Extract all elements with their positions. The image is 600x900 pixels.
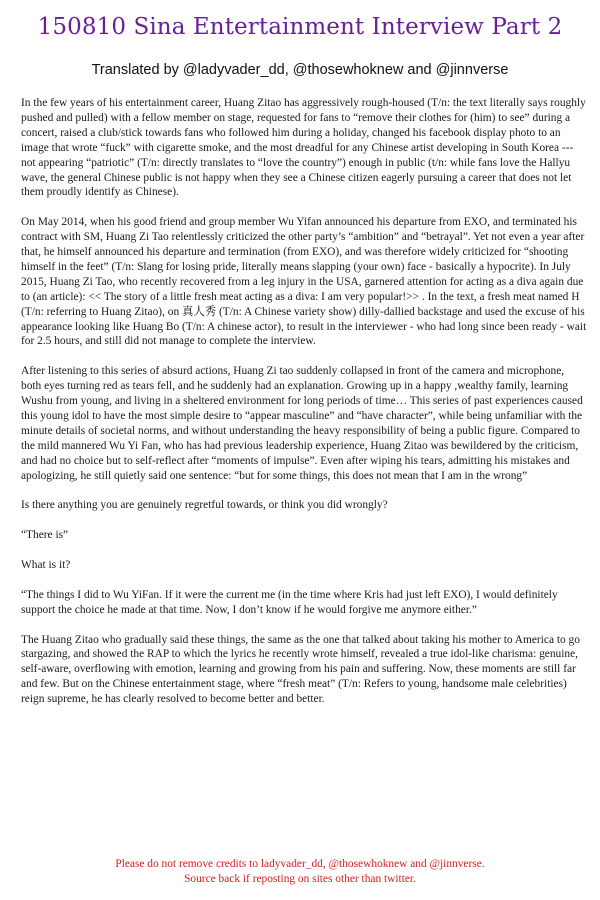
paragraph-answer-there-is: “There is” bbox=[21, 529, 69, 542]
page-title: 150810 Sina Entertainment Interview Part 2 bbox=[37, 14, 563, 40]
paragraph-controversies: In the few years of his entertainment career, Huang Zitao has aggressively rough-housed (T/n: the text literally says roughly pushed and pulled) with a fellow member on stage, requested for fans to “remove their clothes for (him) to see” during a concert, raised a club/stick towards fans who followed him during a holiday, changed his facebook display photo to an image that wrote “fuck” with cigarette smoke, and the most dreadful for any Chinese artist developing in South Korea --- not appearing “patriotic” (T/n: directly translates to “love the country”) enough in public (t/n: while fans love the Hallyu wave, the general Chinese public is not happy when they see a Chinese citizen eagerly pursuing a career that does not let them proudly identify as Chinese). bbox=[21, 97, 586, 199]
paragraph-wu-yifan-departure: On May 2014, when his good friend and group member Wu Yifan announced his departure from EXO, and terminated his contract with SM, Huang Zi Tao relentlessly criticized the other party’s “ambition” and “betrayal”. Yet not even a year after that, he himself announced his departure and termination (from EXO), and was therefore widely criticized for “shooting himself in the feet” (T/n: Slang for losing pride, literally means slapping (your own) face - basically a hypocrite). In July 2015, Huang Zi Tao, who recently recovered from a leg injury in the USA, garnered attention for acting as a diva again due to (an article): << The story of a little fresh meat acting as a diva: I am very popular!>> . In the text, a fresh meat named H (T/n: referring to Huang Zitao), on 真人秀 (T/n: A Chinese variety show) dilly-dallied backstage and used the excuse of his appearance looking like Huang Bo (T/n: A chinese actor), to result in the interviewer - who had long since been ready - wait for 2.5 hours, and still did not manage to complete the interview. bbox=[21, 216, 587, 348]
paragraph-question-what: What is it? bbox=[21, 559, 71, 572]
footer-credit-line: Please do not remove credits to ladyvader_dd, @thosewhoknew and @jinnverse. bbox=[115, 858, 485, 870]
paragraph-explanation: After listening to this series of absurd actions, Huang Zi tao suddenly collapsed in front of the camera and microphone, both eyes turning red as tears fell, and he suddenly had an explanation. Growing up in a happy ,wealthy family, learning Wushu from young, and living in a sheltered environment for long periods of time… This series of past experiences caused this young idol to have the most simple desire to “appear masculine” and “have character”, while being unfamiliar with the minute details of societal norms, and without understanding the heavy responsibility of being a public figure. Compared to the mild mannered Wu Yi Fan, who has had previous leadership experience, Huang Zitao was bewildered by the criticism, and had no choice but to self-reflect after “moments of impulse”. Even after wiping his tears, admitting his mistakes and apologizing, he still quietly said one sentence: “but for some things, this does not mean that I am in the wrong” bbox=[21, 365, 583, 482]
paragraph-conclusion: The Huang Zitao who gradually said these things, the same as the one that talked about taking his mother to America to go stargazing, and showed the RAP to which the lyrics he recently wrote himself, revealed a true idol-like charisma: genuine, self-aware, overflowing with emotion, learning and growing from his pain and suffering. Now, these moments are still far and few. But on the Chinese entertainment stage, where “fresh meat” (T/n: Refers to young, handsome male celebrities) reign supreme, he has clearly resolved to become better and better. bbox=[21, 633, 580, 706]
footer-notice bbox=[0, 857, 600, 886]
translator-credits: Translated by @ladyvader_dd, @thosewhoknew and @jinnverse bbox=[91, 62, 509, 78]
paragraph-answer-wu-yifan: “The things I did to Wu YiFan. If it were the current me (in the time where Kris had just left EXO), I would definitely support the choice he made at that time. Now, I don’t know if he would forgive me anymore either.” bbox=[21, 588, 558, 616]
footer-source-line: Source back if reposting on sites other than twitter. bbox=[184, 872, 416, 885]
article-body bbox=[21, 96, 587, 722]
paragraph-question-regret: Is there anything you are genuinely regretful towards, or think you did wrongly? bbox=[21, 499, 388, 512]
